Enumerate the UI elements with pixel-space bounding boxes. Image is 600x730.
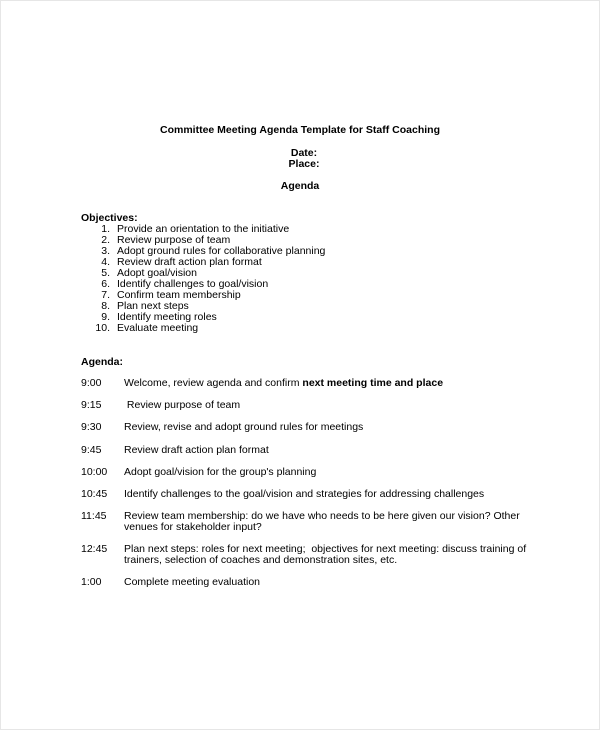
objective-number: 10.: [95, 322, 110, 334]
objective-text: Evaluate meeting: [117, 322, 199, 334]
agenda-description: Adopt goal/vision for the group's planning: [124, 466, 317, 478]
agenda-description: Identify challenges to the goal/vision and strategies for addressing challenges: [124, 488, 485, 500]
objective-number: 8.: [101, 300, 110, 312]
objective-text: Plan next steps: [117, 300, 189, 312]
objective-number: 4.: [101, 256, 110, 268]
objectives-heading: Objectives:: [81, 212, 138, 224]
objective-item: [81, 323, 325, 334]
agenda-time: 9:45: [81, 444, 102, 456]
agenda-time: 10:00: [81, 466, 108, 478]
objective-text: Adopt goal/vision: [117, 267, 197, 279]
agenda-description: Review draft action plan format: [124, 444, 269, 456]
agenda-time: 11:45: [81, 510, 107, 522]
document-title: Committee Meeting Agenda Template for Staff Coaching: [159, 124, 441, 136]
agenda-description: Review purpose of team: [124, 399, 241, 411]
objective-number: 1.: [101, 223, 110, 235]
place-label: Place:: [288, 158, 320, 170]
agenda-time: 9:15: [81, 399, 102, 411]
objective-text: Identify meeting roles: [117, 311, 217, 323]
objective-text: Provide an orientation to the initiative: [117, 223, 290, 235]
agenda-description: [124, 378, 544, 389]
agenda-time: 12:45: [81, 543, 108, 555]
agenda-time: 9:00: [81, 377, 102, 389]
agenda-time: 10:45: [81, 488, 108, 500]
objective-text: Adopt ground rules for collaborative planning: [117, 245, 326, 257]
objective-number: 7.: [101, 289, 110, 301]
agenda-bold-text: next meeting time and place: [302, 377, 444, 389]
agenda-description: Review team membership: do we have who needs to be here given our vision? Other venues for stakeholder input?: [124, 510, 520, 533]
agenda-description: Complete meeting evaluation: [124, 576, 260, 588]
objective-text: Identify challenges to goal/vision: [117, 278, 269, 290]
objective-text: Review draft action plan format: [117, 256, 262, 268]
objectives-list: [81, 224, 325, 334]
objective-number: 3.: [101, 245, 110, 257]
agenda-text: Welcome, review agenda and confirm: [124, 377, 303, 389]
agenda-description: Plan next steps: roles for next meeting; objectives for next meeting: discuss training of trainers, selection of coaches and demonstration sites, etc.: [124, 543, 530, 566]
objective-number: 2.: [101, 234, 110, 246]
agenda-label: Agenda:: [81, 356, 123, 368]
agenda-time: 1:00: [81, 576, 102, 588]
agenda-time: 9:30: [81, 421, 102, 433]
agenda-description: Review, revise and adopt ground rules for meetings: [124, 421, 364, 433]
objective-number: 9.: [101, 311, 110, 323]
agenda-heading: Agenda: [280, 180, 320, 192]
objective-number: 6.: [101, 278, 110, 290]
objective-number: 5.: [101, 267, 110, 279]
date-label: Date:: [290, 147, 318, 159]
objective-text: Review purpose of team: [117, 234, 231, 246]
objective-text: Confirm team membership: [117, 289, 241, 301]
